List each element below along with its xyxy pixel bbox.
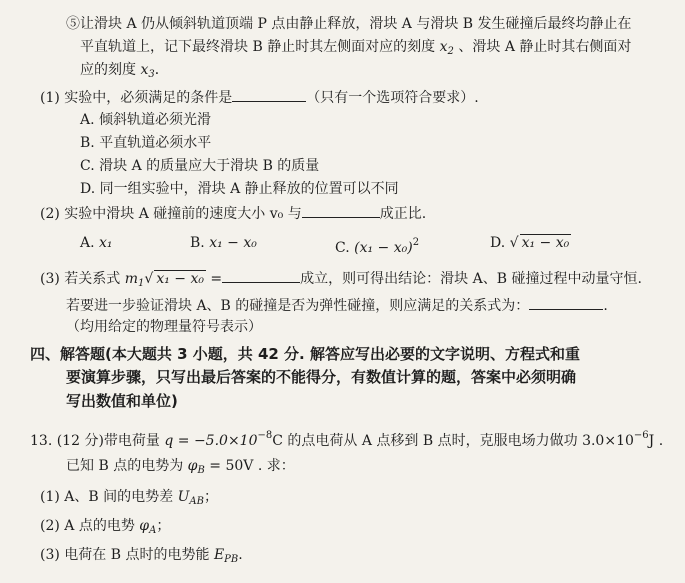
symbol-U: U (177, 489, 190, 505)
step5-line2-text-a: 平直轨道上，记下最终滑块 B 静止时其左侧面对应的刻度 (80, 39, 436, 55)
q2-option-d-label: D. (490, 235, 506, 251)
sqrt-icon: √ (509, 235, 519, 251)
q3-stem-b: 成立，则可得出结论：滑块 A、B 碰撞过程中动量守恒. (300, 271, 642, 287)
symbol-phiB: φ (187, 458, 198, 474)
q3-line2 (66, 294, 608, 316)
q13-sub2-a: (2) A 点的电势 (40, 518, 135, 534)
symbol-x2-sub: 2 (447, 46, 454, 57)
q2-option-a-label: A. (80, 235, 95, 251)
q3-lead: (3) 若关系式 (40, 271, 121, 287)
q13-work: 3.0×10 (582, 433, 634, 449)
symbol-m1-sub: 1 (138, 278, 145, 289)
q1-option-b: B. 平直轨道必须水平 (80, 135, 212, 151)
q2-option-d (490, 233, 571, 253)
q13-sub2 (40, 516, 170, 541)
section4-heading-line1: 四、解答题(本大题共 3 小题，共 42 分. 解答应写出必要的文字说明、方程式和重 (30, 345, 580, 363)
q3-line3: （均用给定的物理量符号表示） (66, 319, 262, 335)
sqrt-icon: √ (144, 271, 154, 287)
q2-option-d-value: x₁ − x₀ (521, 235, 570, 251)
step5-line1-text: ⑤让滑块 A 仍从倾斜轨道顶端 P 点由静止释放，滑块 A 与滑块 B 发生碰撞后最终均静止在 (66, 16, 632, 32)
q1-option-d: D. 同一组实验中，滑块 A 静止释放的位置可以不同 (80, 181, 399, 197)
symbol-U-sub: AB (189, 496, 204, 507)
step5-line1 (66, 14, 632, 34)
symbol-phiA-sub: A (149, 525, 157, 536)
symbol-E-sub: PB (224, 554, 239, 565)
q1-stem (40, 86, 479, 108)
q1-option-c: C. 滑块 A 的质量应大于滑块 B 的质量 (80, 158, 320, 174)
q2-answer-blank[interactable] (302, 202, 380, 218)
q2-option-c-label: C. (335, 240, 350, 256)
q3-elastic-blank[interactable] (529, 294, 603, 310)
q2-option-a (80, 233, 113, 253)
q13-sub1-a: (1) A、B 间的电势差 (40, 489, 174, 505)
q13-line1-c: J . (648, 433, 664, 449)
q2-stem (40, 202, 426, 224)
q2-stem-a: (2) 实验中滑块 A 碰撞前的速度大小 v₀ 与 (40, 206, 302, 222)
step5-line3 (80, 60, 169, 85)
q13-sub3-b: . (238, 547, 243, 563)
q13-line1-b: C 的点电荷从 A 点移到 B 点时，克服电场力做功 (272, 433, 578, 449)
q3-line2-text: 若要进一步验证滑块 A、B 的碰撞是否为弹性碰撞，则应满足的关系式为： (66, 298, 530, 314)
q3-radicand: x₁ − x₀ (156, 271, 204, 287)
symbol-E: E (213, 547, 225, 563)
q2-option-a-value: x₁ (99, 235, 113, 251)
q13-sub3-a: (3) 电荷在 B 点时的电势能 (40, 547, 210, 563)
symbol-m1: m (124, 271, 139, 287)
symbol-phiA: φ (139, 518, 150, 534)
q13-sub1 (40, 487, 218, 512)
q13-line2-b: = 50V . 求： (204, 458, 295, 474)
q3-line2-end: . (603, 298, 608, 314)
symbol-phiB-sub: B (197, 465, 205, 476)
symbol-x3-sub: 3 (148, 69, 155, 80)
q3-stem (40, 267, 642, 294)
q2-stem-b: 成正比. (379, 206, 427, 222)
q13-line1 (30, 426, 663, 451)
q13-charge: q = −5.0×10 (164, 433, 258, 449)
section4-heading-line2: 要演算步骤，只写出最后答案的不能得分，有数值计算的题，答案中必须明确 (66, 368, 577, 386)
step5-line2 (80, 37, 631, 62)
q13-line2 (66, 456, 295, 481)
q13-sub1-b: ； (203, 489, 218, 505)
q2-option-c (335, 233, 419, 258)
q13-sub2-b: ； (156, 518, 171, 534)
symbol-x2: x (439, 39, 448, 55)
step5-line2-text-b: 、滑块 A 静止时其右侧面对 (458, 39, 632, 55)
q13-sub3 (40, 545, 243, 570)
q3-answer-blank[interactable] (222, 267, 300, 283)
q2-option-c-exp: 2 (412, 237, 420, 248)
step5-line3-text-b: ． (154, 62, 169, 78)
q13-line1-a: 13. (12 分)带电荷量 (30, 433, 160, 449)
q13-charge-exp: −8 (257, 430, 273, 441)
section4-heading-line3: 写出数值和单位) (66, 392, 178, 410)
q2-option-b (190, 233, 257, 253)
q1-stem-a: (1) 实验中，必须满足的条件是 (40, 90, 233, 106)
q13-line2-a: 已知 B 点的电势为 (66, 458, 184, 474)
q1-option-a: A. 倾斜轨道必须光滑 (80, 112, 212, 128)
step5-line3-text-a: 应的刻度 (80, 62, 136, 78)
q3-equals: = (205, 271, 223, 287)
q2-option-b-value: x₁ − x₀ (209, 235, 257, 251)
q1-answer-blank[interactable] (232, 86, 306, 102)
q13-work-exp: −6 (633, 430, 649, 441)
q2-option-c-value: (x₁ − x₀) (354, 240, 413, 256)
q2-option-b-label: B. (190, 235, 205, 251)
symbol-x3: x (140, 62, 149, 78)
q1-stem-b: （只有一个选项符合要求）. (306, 90, 479, 106)
